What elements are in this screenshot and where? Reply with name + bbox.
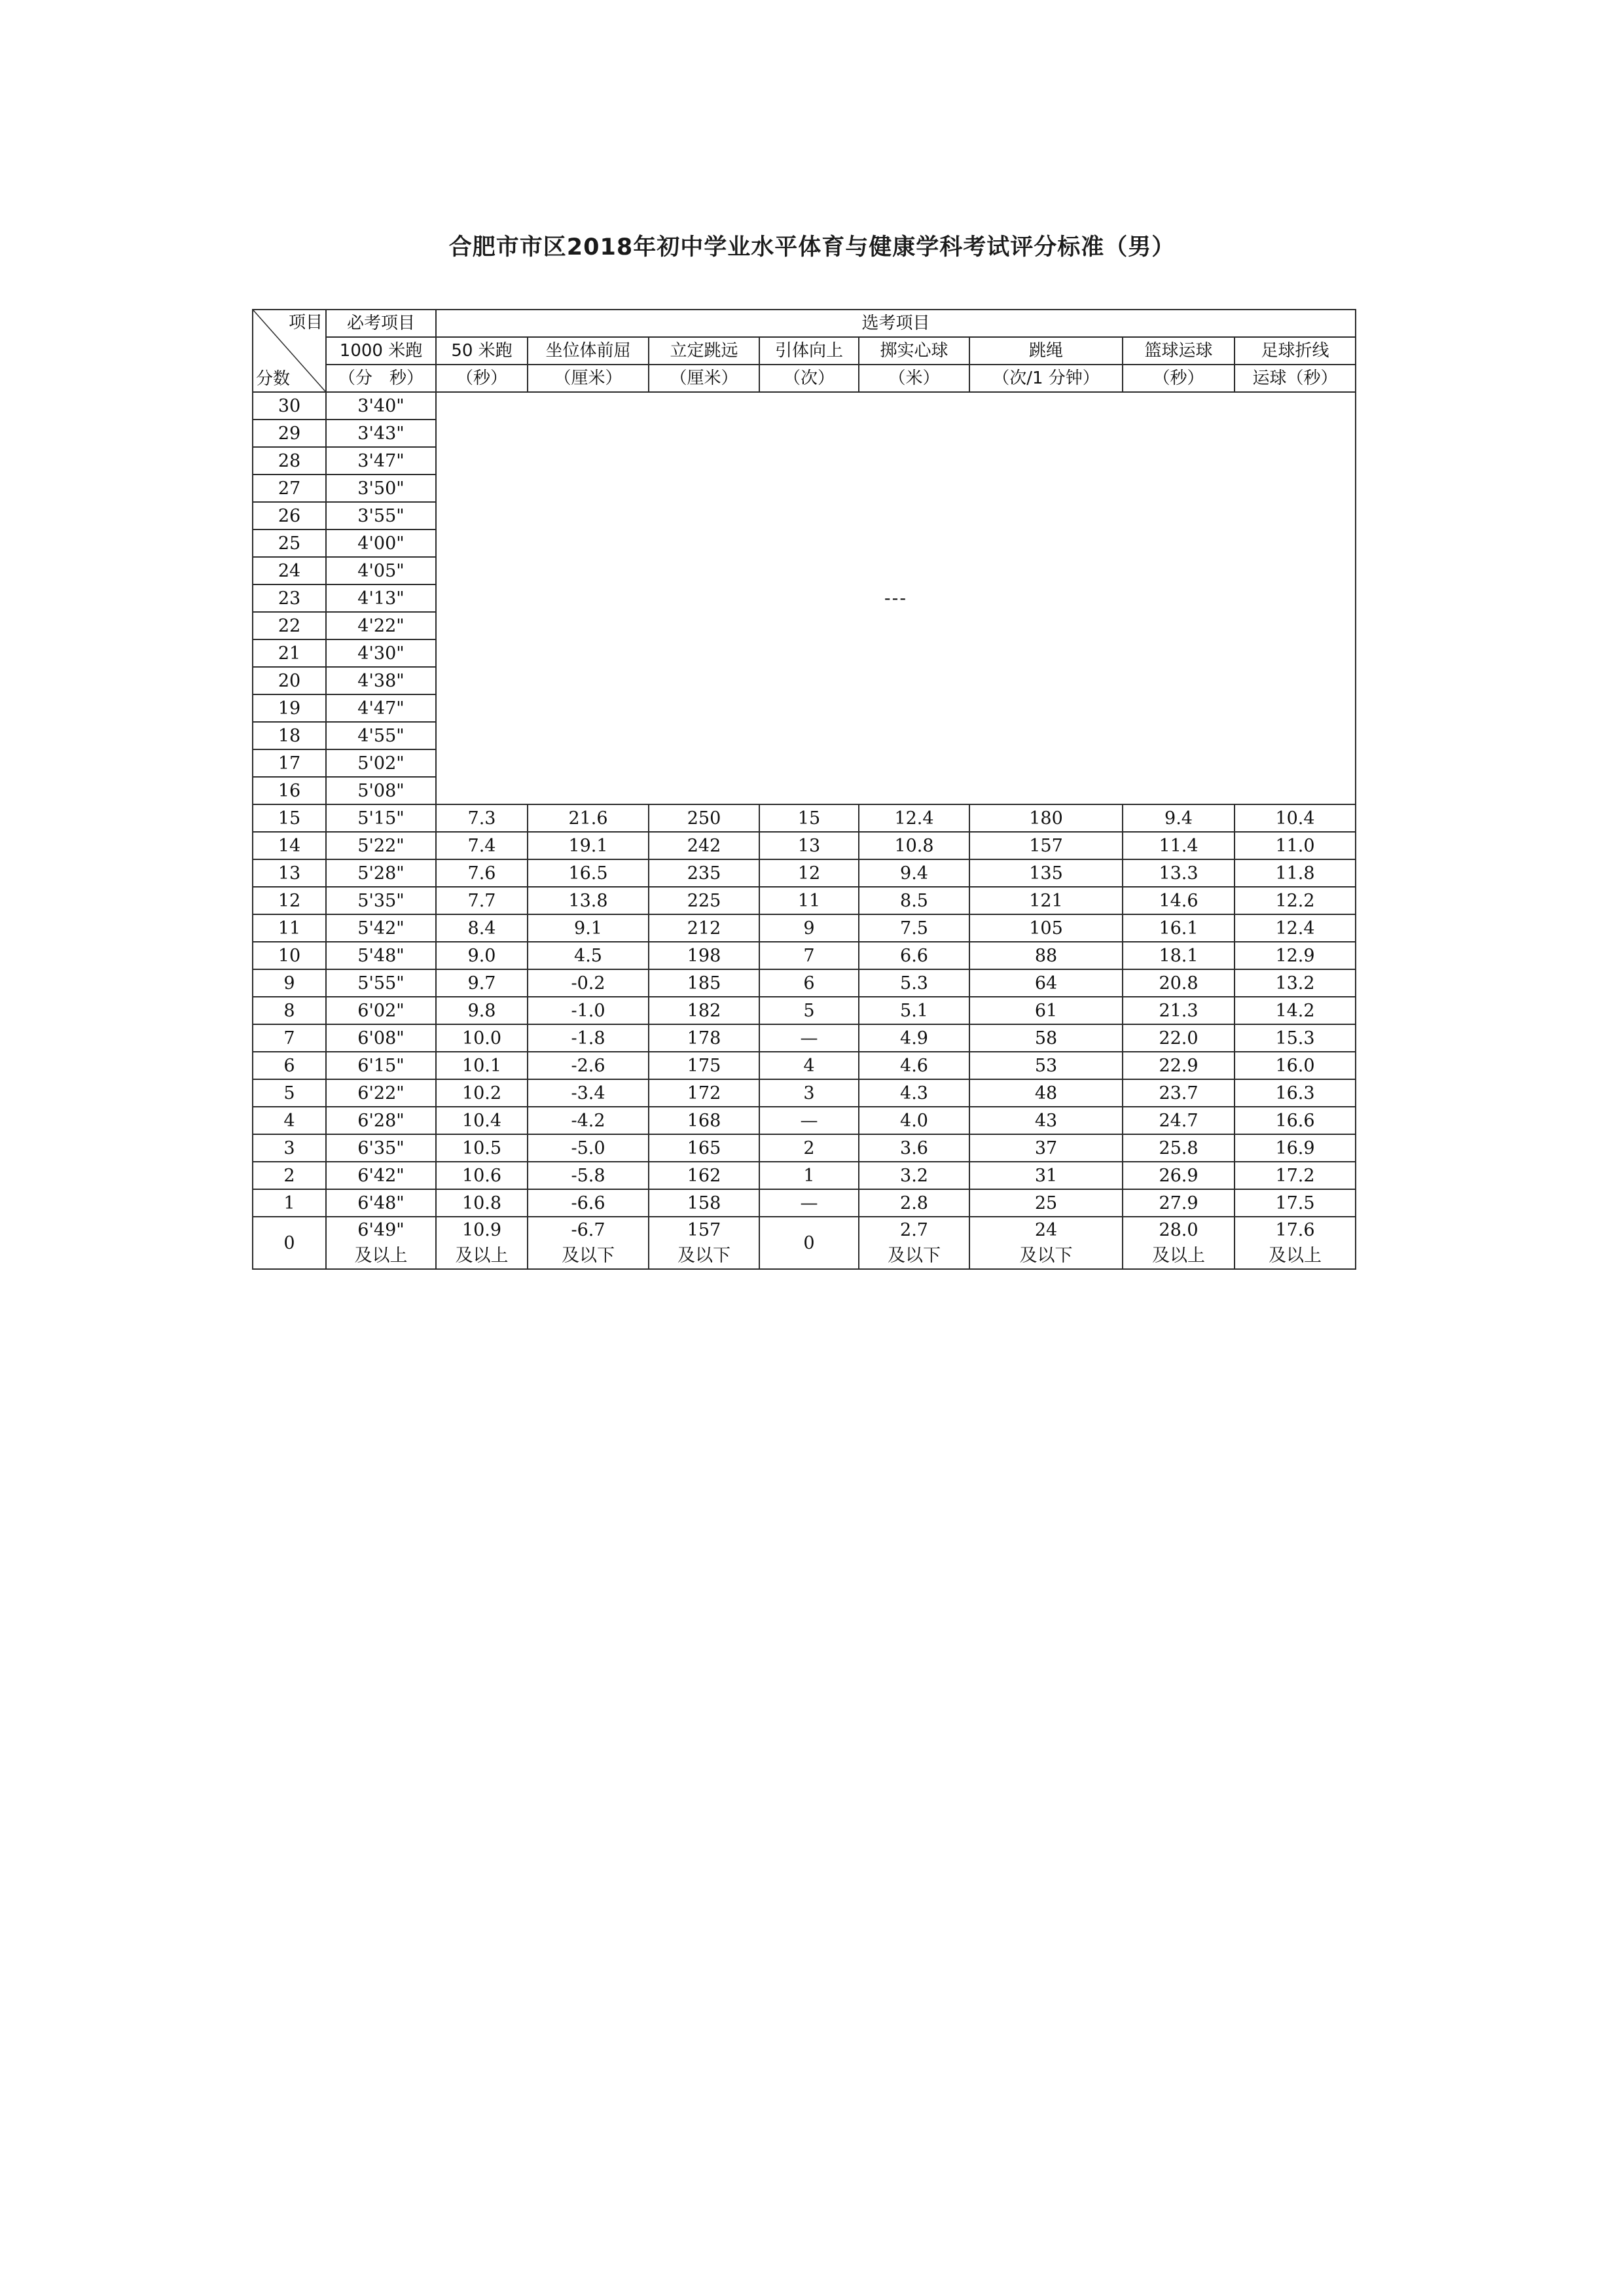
score-cell: 13 xyxy=(253,859,326,887)
score-cell: 19 xyxy=(253,694,326,722)
cell-basketball-dribble xyxy=(1123,1217,1235,1269)
cell-football-dribble: 13.2 xyxy=(1235,969,1356,997)
corner-label-score: 分数 xyxy=(256,369,291,389)
cell-note: 及以上 xyxy=(354,1246,408,1266)
cell-run-1000m: 4'47" xyxy=(326,694,436,722)
cell-sit-and-reach: 9.1 xyxy=(528,914,649,942)
column-unit-sit-and-reach: （厘米） xyxy=(528,365,649,392)
cell-sit-and-reach: -0.2 xyxy=(528,969,649,997)
cell-rope-skipping: 157 xyxy=(969,832,1123,859)
cell-value: 17.6 xyxy=(1275,1220,1315,1240)
score-cell: 25 xyxy=(253,529,326,557)
score-cell: 15 xyxy=(253,804,326,832)
cell-basketball-dribble: 25.8 xyxy=(1123,1134,1235,1162)
score-cell: 0 xyxy=(253,1217,326,1269)
table-row xyxy=(253,832,1356,859)
cell-basketball-dribble: 14.6 xyxy=(1123,887,1235,914)
cell-run-50m: 7.7 xyxy=(436,887,528,914)
score-cell: 23 xyxy=(253,584,326,612)
score-cell: 6 xyxy=(253,1052,326,1079)
score-cell: 7 xyxy=(253,1024,326,1052)
cell-football-dribble: 12.2 xyxy=(1235,887,1356,914)
document-title: 合肥市市区2018年初中学业水平体育与健康学科考试评分标准（男） xyxy=(448,234,1176,260)
score-cell: 16 xyxy=(253,777,326,804)
cell-rope-skipping: 135 xyxy=(969,859,1123,887)
table-body xyxy=(253,392,1356,1269)
cell-pull-ups: — xyxy=(759,1107,859,1134)
table-row xyxy=(253,1189,1356,1217)
cell-run-1000m: 3'40" xyxy=(326,392,436,420)
column-header-basketball-dribble: 篮球运球 xyxy=(1123,337,1235,365)
cell-medicine-ball-throw: 12.4 xyxy=(859,804,969,832)
cell-standing-long-jump: 168 xyxy=(649,1107,759,1134)
cell-pull-ups: — xyxy=(759,1189,859,1217)
corner-label-items: 项目 xyxy=(288,313,323,332)
cell-run-50m xyxy=(436,1217,528,1269)
score-cell: 20 xyxy=(253,667,326,694)
cell-note: 及以上 xyxy=(1152,1246,1205,1266)
cell-run-1000m: 6'28" xyxy=(326,1107,436,1134)
column-unit-standing-long-jump: （厘米） xyxy=(649,365,759,392)
cell-medicine-ball-throw: 2.8 xyxy=(859,1189,969,1217)
table-row xyxy=(253,392,1356,420)
table-row xyxy=(253,914,1356,942)
cell-rope-skipping: 88 xyxy=(969,942,1123,969)
cell-sit-and-reach: -3.4 xyxy=(528,1079,649,1107)
cell-rope-skipping: 25 xyxy=(969,1189,1123,1217)
score-cell: 26 xyxy=(253,502,326,529)
cell-football-dribble: 14.2 xyxy=(1235,997,1356,1024)
cell-medicine-ball-throw: 10.8 xyxy=(859,832,969,859)
cell-pull-ups: — xyxy=(759,1024,859,1052)
cell-run-1000m: 5'02" xyxy=(326,749,436,777)
cell-sit-and-reach: -4.2 xyxy=(528,1107,649,1134)
cell-run-1000m xyxy=(326,1217,436,1269)
cell-basketball-dribble: 24.7 xyxy=(1123,1107,1235,1134)
cell-run-1000m: 6'02" xyxy=(326,997,436,1024)
cell-value: 2.7 xyxy=(900,1220,928,1240)
score-cell: 29 xyxy=(253,420,326,447)
cell-standing-long-jump: 158 xyxy=(649,1189,759,1217)
table-row xyxy=(253,1162,1356,1189)
cell-pull-ups: 15 xyxy=(759,804,859,832)
score-cell: 17 xyxy=(253,749,326,777)
cell-rope-skipping: 37 xyxy=(969,1134,1123,1162)
cell-rope-skipping: 43 xyxy=(969,1107,1123,1134)
cell-value: 6'49" xyxy=(357,1220,405,1240)
cell-run-1000m: 6'35" xyxy=(326,1134,436,1162)
cell-note: 及以下 xyxy=(562,1246,615,1266)
table-row xyxy=(253,804,1356,832)
cell-medicine-ball-throw: 6.6 xyxy=(859,942,969,969)
cell-rope-skipping: 61 xyxy=(969,997,1123,1024)
column-unit-pull-ups: （次） xyxy=(759,365,859,392)
score-cell: 24 xyxy=(253,557,326,584)
cell-run-1000m: 4'13" xyxy=(326,584,436,612)
table-row xyxy=(253,1107,1356,1134)
cell-note: 及以下 xyxy=(888,1246,941,1266)
cell-pull-ups: 5 xyxy=(759,997,859,1024)
cell-run-50m: 7.3 xyxy=(436,804,528,832)
cell-rope-skipping xyxy=(969,1217,1123,1269)
cell-medicine-ball-throw: 8.5 xyxy=(859,887,969,914)
cell-sit-and-reach: 4.5 xyxy=(528,942,649,969)
cell-run-50m: 10.1 xyxy=(436,1052,528,1079)
score-cell: 2 xyxy=(253,1162,326,1189)
cell-run-50m: 9.0 xyxy=(436,942,528,969)
cell-run-1000m: 5'42" xyxy=(326,914,436,942)
score-cell: 30 xyxy=(253,392,326,420)
cell-basketball-dribble: 26.9 xyxy=(1123,1162,1235,1189)
score-cell: 11 xyxy=(253,914,326,942)
cell-medicine-ball-throw: 4.9 xyxy=(859,1024,969,1052)
cell-pull-ups: 12 xyxy=(759,859,859,887)
cell-standing-long-jump: 212 xyxy=(649,914,759,942)
cell-run-50m: 10.8 xyxy=(436,1189,528,1217)
cell-run-50m: 10.4 xyxy=(436,1107,528,1134)
cell-pull-ups xyxy=(759,1217,859,1269)
cell-standing-long-jump: 162 xyxy=(649,1162,759,1189)
score-cell: 1 xyxy=(253,1189,326,1217)
cell-run-50m: 10.2 xyxy=(436,1079,528,1107)
table-row xyxy=(253,887,1356,914)
cell-basketball-dribble: 16.1 xyxy=(1123,914,1235,942)
optional-blank-area: --- xyxy=(436,392,1356,804)
cell-basketball-dribble: 20.8 xyxy=(1123,969,1235,997)
cell-run-1000m: 6'22" xyxy=(326,1079,436,1107)
cell-rope-skipping: 53 xyxy=(969,1052,1123,1079)
cell-medicine-ball-throw: 5.1 xyxy=(859,997,969,1024)
score-cell: 28 xyxy=(253,447,326,475)
cell-rope-skipping: 121 xyxy=(969,887,1123,914)
cell-pull-ups: 7 xyxy=(759,942,859,969)
cell-sit-and-reach: 13.8 xyxy=(528,887,649,914)
cell-football-dribble: 15.3 xyxy=(1235,1024,1356,1052)
cell-run-50m: 10.6 xyxy=(436,1162,528,1189)
cell-value: 24 xyxy=(1034,1220,1058,1240)
cell-run-1000m: 4'22" xyxy=(326,612,436,639)
cell-standing-long-jump: 250 xyxy=(649,804,759,832)
cell-run-1000m: 4'00" xyxy=(326,529,436,557)
column-header-standing-long-jump: 立定跳远 xyxy=(649,337,759,365)
score-cell: 22 xyxy=(253,612,326,639)
cell-run-50m: 10.5 xyxy=(436,1134,528,1162)
cell-medicine-ball-throw: 5.3 xyxy=(859,969,969,997)
cell-pull-ups: 3 xyxy=(759,1079,859,1107)
cell-medicine-ball-throw: 7.5 xyxy=(859,914,969,942)
cell-run-1000m: 3'43" xyxy=(326,420,436,447)
cell-run-1000m: 6'15" xyxy=(326,1052,436,1079)
cell-football-dribble: 10.4 xyxy=(1235,804,1356,832)
cell-medicine-ball-throw xyxy=(859,1217,969,1269)
cell-value: -6.7 xyxy=(571,1220,605,1240)
column-header-1000m-run: 1000 米跑 xyxy=(326,337,436,365)
score-cell: 5 xyxy=(253,1079,326,1107)
cell-rope-skipping: 31 xyxy=(969,1162,1123,1189)
cell-standing-long-jump: 182 xyxy=(649,997,759,1024)
cell-standing-long-jump: 225 xyxy=(649,887,759,914)
cell-basketball-dribble: 23.7 xyxy=(1123,1079,1235,1107)
column-unit-1000m-run: （分 秒） xyxy=(326,365,436,392)
table-row xyxy=(253,969,1356,997)
column-unit-rope-skipping: （次/1 分钟） xyxy=(969,365,1123,392)
cell-football-dribble: 16.0 xyxy=(1235,1052,1356,1079)
corner-header-cell xyxy=(253,310,326,392)
score-cell: 9 xyxy=(253,969,326,997)
cell-football-dribble: 16.6 xyxy=(1235,1107,1356,1134)
cell-medicine-ball-throw: 3.2 xyxy=(859,1162,969,1189)
score-cell: 21 xyxy=(253,639,326,667)
cell-run-1000m: 5'22" xyxy=(326,832,436,859)
cell-run-1000m: 6'48" xyxy=(326,1189,436,1217)
cell-note: 及以下 xyxy=(1019,1246,1073,1266)
cell-sit-and-reach xyxy=(528,1217,649,1269)
cell-basketball-dribble: 9.4 xyxy=(1123,804,1235,832)
cell-football-dribble: 11.0 xyxy=(1235,832,1356,859)
cell-sit-and-reach: 19.1 xyxy=(528,832,649,859)
column-unit-football-dribble: 运球（秒） xyxy=(1235,365,1356,392)
header-row-groups xyxy=(253,310,1356,337)
cell-football-dribble: 17.2 xyxy=(1235,1162,1356,1189)
cell-run-50m: 7.4 xyxy=(436,832,528,859)
cell-run-50m: 9.8 xyxy=(436,997,528,1024)
cell-standing-long-jump: 165 xyxy=(649,1134,759,1162)
column-header-sit-and-reach: 坐位体前屈 xyxy=(528,337,649,365)
cell-value: 0 xyxy=(803,1232,815,1253)
table-row xyxy=(253,1134,1356,1162)
table-row xyxy=(253,859,1356,887)
cell-standing-long-jump: 178 xyxy=(649,1024,759,1052)
cell-value: 157 xyxy=(687,1220,721,1240)
cell-run-1000m: 5'55" xyxy=(326,969,436,997)
cell-pull-ups: 2 xyxy=(759,1134,859,1162)
scoring-standard-table xyxy=(252,309,1356,1270)
cell-note: 及以上 xyxy=(455,1246,509,1266)
cell-run-50m: 7.6 xyxy=(436,859,528,887)
cell-pull-ups: 9 xyxy=(759,914,859,942)
cell-rope-skipping: 58 xyxy=(969,1024,1123,1052)
cell-run-1000m: 3'50" xyxy=(326,475,436,502)
header-row-units xyxy=(253,365,1356,392)
column-header-football-dribble: 足球折线 xyxy=(1235,337,1356,365)
column-unit-50m-run: （秒） xyxy=(436,365,528,392)
cell-sit-and-reach: 21.6 xyxy=(528,804,649,832)
cell-pull-ups: 11 xyxy=(759,887,859,914)
cell-run-1000m: 4'38" xyxy=(326,667,436,694)
cell-medicine-ball-throw: 4.6 xyxy=(859,1052,969,1079)
optional-group-header: 选考项目 xyxy=(436,310,1356,337)
cell-football-dribble: 16.9 xyxy=(1235,1134,1356,1162)
cell-sit-and-reach: -5.0 xyxy=(528,1134,649,1162)
score-cell: 10 xyxy=(253,942,326,969)
cell-run-50m: 8.4 xyxy=(436,914,528,942)
cell-standing-long-jump xyxy=(649,1217,759,1269)
cell-football-dribble: 16.3 xyxy=(1235,1079,1356,1107)
cell-basketball-dribble: 21.3 xyxy=(1123,997,1235,1024)
cell-rope-skipping: 48 xyxy=(969,1079,1123,1107)
cell-football-dribble: 11.8 xyxy=(1235,859,1356,887)
cell-run-1000m: 6'08" xyxy=(326,1024,436,1052)
cell-standing-long-jump: 198 xyxy=(649,942,759,969)
cell-basketball-dribble: 22.9 xyxy=(1123,1052,1235,1079)
cell-standing-long-jump: 172 xyxy=(649,1079,759,1107)
header-row-names xyxy=(253,337,1356,365)
cell-note: 及以下 xyxy=(677,1246,731,1266)
cell-run-1000m: 5'35" xyxy=(326,887,436,914)
cell-run-1000m: 5'08" xyxy=(326,777,436,804)
table-row xyxy=(253,1024,1356,1052)
cell-basketball-dribble: 22.0 xyxy=(1123,1024,1235,1052)
cell-standing-long-jump: 242 xyxy=(649,832,759,859)
score-cell: 27 xyxy=(253,475,326,502)
table-row-zero xyxy=(253,1217,1356,1269)
cell-run-1000m: 4'05" xyxy=(326,557,436,584)
cell-value: 28.0 xyxy=(1159,1220,1199,1240)
cell-run-1000m: 6'42" xyxy=(326,1162,436,1189)
table-row xyxy=(253,1052,1356,1079)
cell-football-dribble: 12.9 xyxy=(1235,942,1356,969)
cell-basketball-dribble: 13.3 xyxy=(1123,859,1235,887)
cell-basketball-dribble: 27.9 xyxy=(1123,1189,1235,1217)
cell-sit-and-reach: -2.6 xyxy=(528,1052,649,1079)
cell-standing-long-jump: 175 xyxy=(649,1052,759,1079)
column-unit-basketball-dribble: （秒） xyxy=(1123,365,1235,392)
column-unit-medicine-ball-throw: （米） xyxy=(859,365,969,392)
score-cell: 4 xyxy=(253,1107,326,1134)
cell-pull-ups: 6 xyxy=(759,969,859,997)
cell-standing-long-jump: 235 xyxy=(649,859,759,887)
column-header-medicine-ball-throw: 掷实心球 xyxy=(859,337,969,365)
cell-run-1000m: 5'28" xyxy=(326,859,436,887)
cell-basketball-dribble: 18.1 xyxy=(1123,942,1235,969)
cell-run-1000m: 3'55" xyxy=(326,502,436,529)
cell-note: 及以上 xyxy=(1269,1246,1322,1266)
table-header xyxy=(253,310,1356,392)
cell-football-dribble: 17.5 xyxy=(1235,1189,1356,1217)
cell-run-50m: 10.0 xyxy=(436,1024,528,1052)
column-header-50m-run: 50 米跑 xyxy=(436,337,528,365)
table-row xyxy=(253,997,1356,1024)
cell-football-dribble: 12.4 xyxy=(1235,914,1356,942)
cell-medicine-ball-throw: 9.4 xyxy=(859,859,969,887)
required-group-header: 必考项目 xyxy=(326,310,436,337)
cell-medicine-ball-throw: 4.0 xyxy=(859,1107,969,1134)
cell-run-1000m: 5'15" xyxy=(326,804,436,832)
cell-sit-and-reach: -6.6 xyxy=(528,1189,649,1217)
cell-rope-skipping: 64 xyxy=(969,969,1123,997)
cell-football-dribble xyxy=(1235,1217,1356,1269)
score-cell: 3 xyxy=(253,1134,326,1162)
score-cell: 14 xyxy=(253,832,326,859)
table-row xyxy=(253,1079,1356,1107)
cell-run-50m: 9.7 xyxy=(436,969,528,997)
score-cell: 8 xyxy=(253,997,326,1024)
cell-run-1000m: 4'30" xyxy=(326,639,436,667)
cell-pull-ups: 13 xyxy=(759,832,859,859)
cell-pull-ups: 1 xyxy=(759,1162,859,1189)
cell-run-1000m: 5'48" xyxy=(326,942,436,969)
table-row xyxy=(253,942,1356,969)
cell-sit-and-reach: -1.0 xyxy=(528,997,649,1024)
cell-sit-and-reach: -1.8 xyxy=(528,1024,649,1052)
column-header-rope-skipping: 跳绳 xyxy=(969,337,1123,365)
cell-run-1000m: 3'47" xyxy=(326,447,436,475)
cell-sit-and-reach: -5.8 xyxy=(528,1162,649,1189)
cell-run-1000m: 4'55" xyxy=(326,722,436,749)
column-header-pull-ups: 引体向上 xyxy=(759,337,859,365)
cell-sit-and-reach: 16.5 xyxy=(528,859,649,887)
cell-value: 10.9 xyxy=(461,1220,502,1240)
cell-basketball-dribble: 11.4 xyxy=(1123,832,1235,859)
cell-medicine-ball-throw: 3.6 xyxy=(859,1134,969,1162)
cell-rope-skipping: 105 xyxy=(969,914,1123,942)
score-cell: 18 xyxy=(253,722,326,749)
cell-medicine-ball-throw: 4.3 xyxy=(859,1079,969,1107)
score-cell: 12 xyxy=(253,887,326,914)
cell-rope-skipping: 180 xyxy=(969,804,1123,832)
cell-standing-long-jump: 185 xyxy=(649,969,759,997)
cell-pull-ups: 4 xyxy=(759,1052,859,1079)
